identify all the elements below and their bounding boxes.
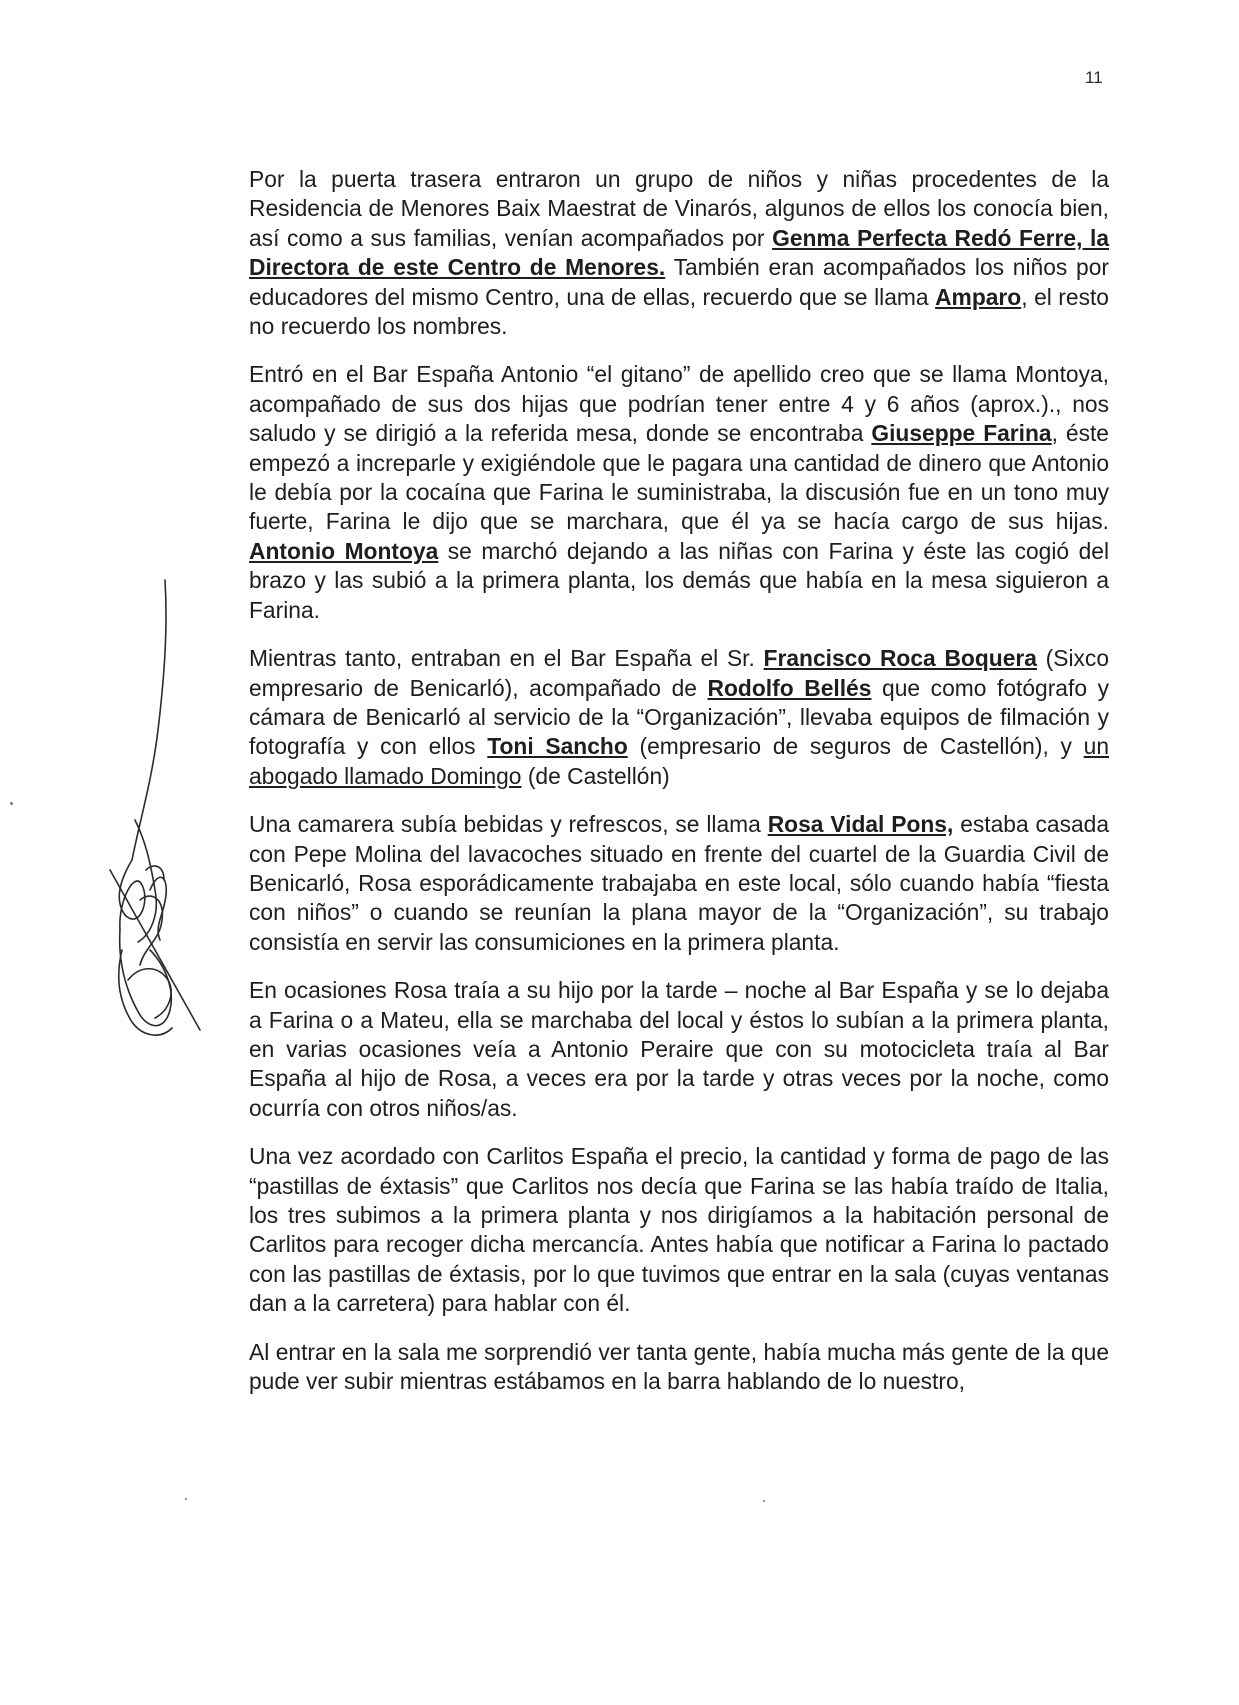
text-run: Al entrar en la sala me sorprendió ver tanta gente, había mucha más gente de la que pude ver subir mientras estábamos en la barra hablando de lo nuestro, — [249, 1338, 1109, 1395]
paragraph — [249, 1142, 1109, 1318]
highlighted-name: Rodolfo Bellés — [707, 674, 872, 701]
text-run: Una vez acordado con Carlitos España el precio, la cantidad y forma de pago de las “pastillas de éxtasis” que Carlitos nos decía que Farina se las había traído de Italia, los tres subimos a la primera planta y nos dirigíamos a la habitación personal de Carlitos para recoger dicha mercancía. Antes había que notificar a Farina lo pactado con las pastillas de éxtasis, por lo que tuvimos que entrar en la sala (cuyas ventanas dan a la carretera) para hablar con él. — [249, 1143, 1109, 1317]
text-run: , éste empezó a increparle y exigiéndole que le pagara una cantidad de dinero que Antonio le debía por la cocaína que Farina le suministraba, la discusión fue en un tono muy fuerte, Farina le dijo que se marchara, que él ya se hacía cargo de sus hijas. — [249, 420, 1109, 535]
text-run: También eran acompañados los niños por educadores del mismo Centro, una de ellas, recuerdo que se llama — [249, 254, 1109, 310]
underlined-text: un abogado llamado Domingo — [249, 733, 1109, 789]
scan-speck — [185, 1498, 187, 1500]
paragraph — [249, 1338, 1109, 1397]
text-run: (empresario de seguros de Castellón), y — [627, 733, 1084, 760]
document-body — [249, 165, 1109, 1415]
text-run: Mientras tanto, entraban en el Bar España el Sr. — [249, 645, 764, 672]
page-number: 11 — [1085, 68, 1103, 87]
text-run: que como fotógrafo y cámara de Benicarló al servicio de la “Organización”, llevaba equipos de filmación y fotografía y con ellos — [249, 674, 1110, 760]
highlighted-name: Genma Perfecta Redó Ferre, la Directora de este Centro de Menores. — [249, 224, 1109, 281]
paragraph — [249, 360, 1109, 625]
text-run: (de Castellón) — [521, 762, 670, 789]
paragraph — [249, 976, 1109, 1123]
paragraph — [249, 644, 1109, 791]
highlighted-name: Francisco Roca Boquera — [763, 645, 1037, 672]
paragraph — [249, 165, 1109, 341]
highlighted-name: Giuseppe Farina — [871, 420, 1052, 447]
scan-speck — [763, 1500, 765, 1502]
highlighted-name: Amparo — [935, 283, 1022, 310]
text-run: se marchó dejando a las niñas con Farina y éste las cogió del brazo y las subió a la primera planta, los demás que había en la mesa siguieron a Farina. — [249, 537, 1110, 623]
highlighted-name: Antonio Montoya — [249, 537, 439, 564]
text-run: Entró en el Bar España Antonio “el gitano” de apellido creo que se llama Montoya, acompañado de sus dos hijas que podrían tener entre 4 y 6 años (aprox.)., nos saludo y se dirigió a la referida mesa, donde se encontraba — [249, 361, 1109, 447]
text-run: estaba casada con Pepe Molina del lavacoches situado en frente del cuartel de la Guardia Civil de Benicarló, Rosa esporádicamente trabajaba en este local, sólo cuando había “fiesta con niños” o cuando se reunían la plana mayor de la “Organización”, su trabajo consistía en servir las consumiciones en la primera planta. — [249, 811, 1110, 955]
highlighted-name: Rosa Vidal Pons, — [767, 811, 954, 838]
highlighted-name: Toni Sancho — [487, 733, 628, 760]
text-run: , el resto no recuerdo los nombres. — [249, 283, 1109, 340]
text-run: (Sixco empresario de Benicarló), acompañado de — [249, 645, 1109, 701]
handwritten-signature — [80, 570, 240, 1050]
text-run: Una camarera subía bebidas y refrescos, se llama — [249, 811, 768, 838]
text-run: Por la puerta trasera entraron un grupo de niños y niñas procedentes de la Residencia de Menores Baix Maestrat de Vinarós, algunos de ellos los conocía bien, así como a sus familias, venían acompañados por — [249, 166, 1109, 251]
scan-speck — [10, 802, 13, 805]
paragraph — [249, 810, 1109, 957]
text-run: En ocasiones Rosa traía a su hijo por la tarde – noche al Bar España y se lo dejaba a Farina o a Mateu, ella se marchaba del local y éstos lo subían a la primera planta, en varias ocasiones veía a Antonio Peraire que con su motocicleta traía al Bar España al hijo de Rosa, a veces era por la tarde y otras veces por la noche, como ocurría con otros niños/as. — [249, 977, 1109, 1121]
